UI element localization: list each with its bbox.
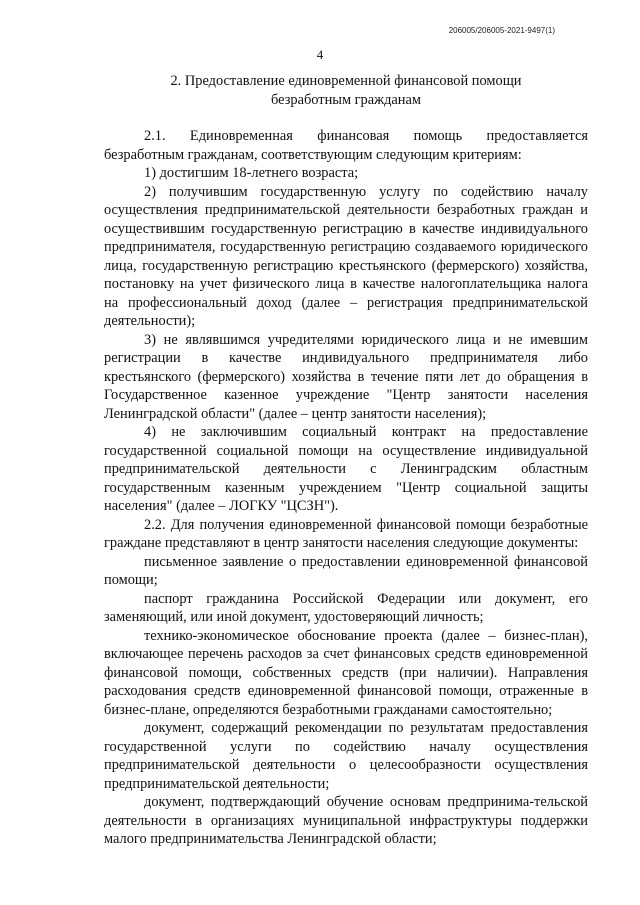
page-number: 4 xyxy=(316,47,324,62)
document-item-training: документ, подтверждающий обучение основам предпринима-тельской деятельности в организациях муниципальной инфраструктуры поддержки малого предпринимательства Ленинградской области; xyxy=(104,794,588,847)
document-id: 206005/206005-2021-9497(1) xyxy=(448,26,555,35)
section-title-line-1: 2. Предоставление единовременной финансовой помощи xyxy=(170,73,522,89)
criterion-4: 4) не заключившим социальный контракт на предоставление государственной социальной помощи на осуществление индивидуальной предпринимательской деятельности с Ленинградским областным государственным казенным учреждением "Центр социальной защиты населения" (далее – ЛОГКУ "ЦСЗН"). xyxy=(104,424,588,514)
document-item-business-plan: технико-экономическое обоснование проекта (далее – бизнес-план), включающее перечень расходов за счет финансовых средств единовременной финансовой помощи, собственных средств (при наличии). Направления расходования средств единовременной финансовой помощи, отраженные в бизнес-плане, определяются безработными гражданами самостоятельно; xyxy=(104,627,588,718)
document-item-recommendations: документ, содержащий рекомендации по результатам предоставления государственной услуги по содействию началу осуществления предпринимательской деятельности о целесообразности осуществления предпринимательской деятельности; xyxy=(104,720,588,792)
document-body xyxy=(104,127,588,849)
paragraph-2-1: 2.1. Единовременная финансовая помощь предоставляется безработным гражданам, соответствующим следующим критериям: xyxy=(104,128,588,163)
paragraph-2-2: 2.2. Для получения единовременной финансовой помощи безработные граждане представляют в центр занятости населения следующие документы: xyxy=(104,516,588,551)
section-title-line-2: безработным гражданам xyxy=(271,92,421,108)
document-item-application: письменное заявление о предоставлении единовременной финансовой помощи; xyxy=(104,553,588,588)
criterion-3: 3) не являвшимся учредителями юридического лица и не имевшим регистрации в качестве индивидуального предпринимателя либо крестьянского (фермерского) хозяйства в течение пяти лет до обращения в Государственное казенное учреждение "Центр занятости населения Ленинградской области" (далее – центр занятости населения); xyxy=(104,331,588,422)
section-title xyxy=(104,72,588,110)
criterion-2: 2) получившим государственную услугу по содействию началу осуществления предпринимательской деятельности безработных граждан и осуществившим государственную регистрацию в качестве индивидуального предпринимателя, государственную регистрацию создаваемого юридического лица, государственную регистрацию крестьянского (фермерского) хозяйства, постановку на учет физического лица в качестве налогоплательщика налога на профессиональный доход (далее – регистрация предпринимательской деятельности); xyxy=(104,183,588,329)
document-item-passport: паспорт гражданина Российской Федерации или документ, его заменяющий, или иной документ, удостоверяющий личность; xyxy=(104,590,588,625)
criterion-1: 1) достигшим 18-летнего возраста; xyxy=(144,165,359,181)
